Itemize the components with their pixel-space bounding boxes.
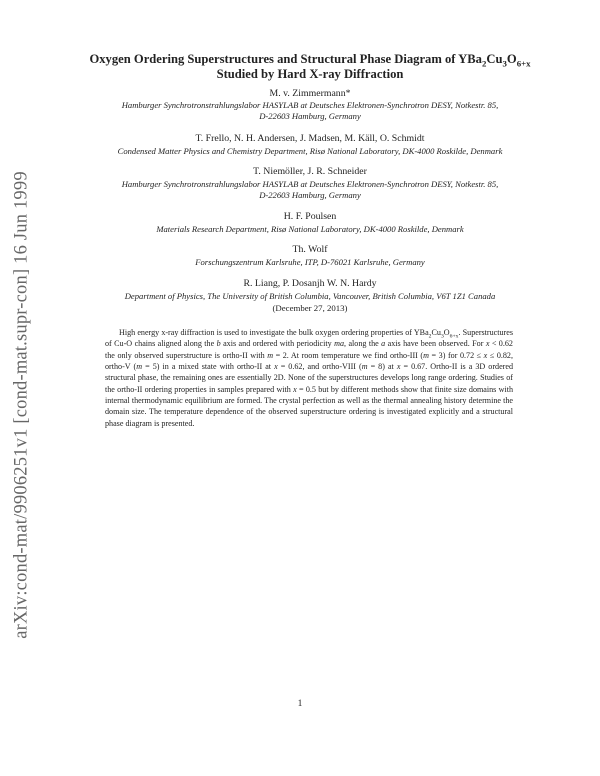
abstract-var: x bbox=[293, 384, 297, 394]
affiliation-1a: Hamburger Synchrotronstrahlungslabor HASYLAB at Deutsches Elektronen-Synchrotron DESY, Notkestr. 85, bbox=[121, 100, 499, 110]
abstract-span: . Superstructures of Cu-O chains aligned along the bbox=[105, 328, 513, 349]
affiliation-4: Materials Research Department, Risø National Laboratory, DK-4000 Roskilde, Denmark bbox=[156, 224, 464, 234]
abstract-span: = 8) at bbox=[367, 362, 397, 372]
affiliation-3b: D-22603 Hamburg, Germany bbox=[259, 190, 361, 200]
abstract-span: = 0.67. Ortho-II is a 3D ordered structural phase, the remaining ones are essentially 2D. None of the superstructures develops long range ordering. Studies of the ortho-II ordering properties in samples prepared with bbox=[105, 362, 513, 394]
affiliation-2: Condensed Matter Physics and Chemistry Department, Risø National Laboratory, DK-4000 Roskilde, Denmark bbox=[117, 146, 503, 156]
title-cu: Cu bbox=[486, 52, 503, 66]
title-line1-prefix: Oxygen Ordering Superstructures and Structural Phase Diagram of YBa bbox=[89, 52, 482, 66]
abstract bbox=[105, 327, 513, 429]
abstract-span: < 0.62 the only observed superstructure is ortho-II with bbox=[105, 339, 513, 360]
abstract-span: Cu bbox=[431, 328, 441, 337]
affiliation-5: Forschungszentrum Karlsruhe, ITP, D-76021 Karlsruhe, Germany bbox=[195, 257, 425, 267]
abstract-span: , along the bbox=[344, 339, 382, 349]
authors-2: T. Frello, N. H. Andersen, J. Madsen, M. Käll, O. Schmidt bbox=[195, 133, 425, 144]
abstract-span: = 3) for 0.72 ≤ bbox=[428, 350, 484, 360]
abstract-span: axis have been observed. For bbox=[385, 339, 486, 349]
title-sub: 6+x bbox=[516, 58, 531, 69]
affiliation-3a: Hamburger Synchrotronstrahlungslabor HASYLAB at Deutsches Elektronen-Synchrotron DESY, Notkestr. 85, bbox=[121, 179, 499, 189]
abstract-span: = 0.62, and ortho-VIII ( bbox=[277, 362, 362, 372]
page-number: 1 bbox=[297, 699, 303, 709]
abstract-text bbox=[105, 327, 513, 429]
abstract-span: O bbox=[443, 328, 450, 337]
abstract-var: b bbox=[216, 339, 221, 349]
authors-6: R. Liang, P. Dosanjh W. N. Hardy bbox=[243, 278, 377, 289]
abstract-var: m bbox=[136, 362, 143, 372]
abstract-var: a bbox=[381, 339, 386, 349]
title-line2: Studied by Hard X-ray Diffraction bbox=[216, 67, 404, 81]
title-sub: 2 bbox=[481, 58, 487, 69]
authors-3: T. Niemöller, J. R. Schneider bbox=[253, 166, 367, 177]
authors-1: M. v. Zimmermann* bbox=[269, 88, 351, 99]
abstract-span: = 2. At room temperature we find ortho-III ( bbox=[273, 350, 424, 360]
abstract-var: x bbox=[274, 362, 278, 372]
authors-4: H. F. Poulsen bbox=[283, 211, 337, 222]
abstract-sub: 2 bbox=[428, 333, 432, 340]
abstract-span: axis and ordered with periodicity bbox=[220, 339, 335, 349]
affiliation-6: Department of Physics, The University of British Columbia, Vancouver, British Columbia, V6T 1Z1 Canada bbox=[124, 291, 496, 301]
abstract-sub: 3 bbox=[440, 333, 444, 340]
abstract-var: m bbox=[267, 350, 274, 360]
affiliation-1b: D-22603 Hamburg, Germany bbox=[259, 111, 361, 121]
date: (December 27, 2013) bbox=[272, 303, 348, 313]
abstract-var: m bbox=[423, 350, 429, 360]
abstract-var: m bbox=[361, 362, 368, 372]
abstract-span: = 0.5 but by different methods show that finite size domains with internal thermodynamic equilibrium are formed. The crystal perfection as well as the thermal annealing history determine the domain size. The temperature dependence of the observed superstructure ordering is investigated explicitly and a structural phase diagram is presented. bbox=[105, 384, 513, 428]
paper-title bbox=[60, 52, 560, 82]
abstract-span: ≤ 0.82, ortho-V ( bbox=[105, 350, 514, 372]
authors-5: Th. Wolf bbox=[292, 244, 328, 255]
title-sub: 3 bbox=[502, 58, 507, 69]
abstract-span: = 5) in a mixed state with ortho-II at bbox=[142, 362, 275, 372]
abstract-sub: 6+x bbox=[449, 333, 459, 340]
abstract-span: High energy x-ray diffraction is used to investigate the bulk oxygen ordering properties of YBa bbox=[119, 328, 429, 337]
abstract-var: ma bbox=[334, 339, 344, 349]
arxiv-sidebar-stamp bbox=[0, 0, 40, 776]
arxiv-identifier: arXiv:cond-mat/9906251v1 [cond-mat.supr-con] 16 Jun 1999 bbox=[11, 171, 32, 639]
abstract-var: x bbox=[485, 339, 490, 349]
title-o: O bbox=[506, 52, 517, 66]
abstract-var: x bbox=[396, 362, 401, 372]
abstract-var: x bbox=[483, 350, 488, 360]
